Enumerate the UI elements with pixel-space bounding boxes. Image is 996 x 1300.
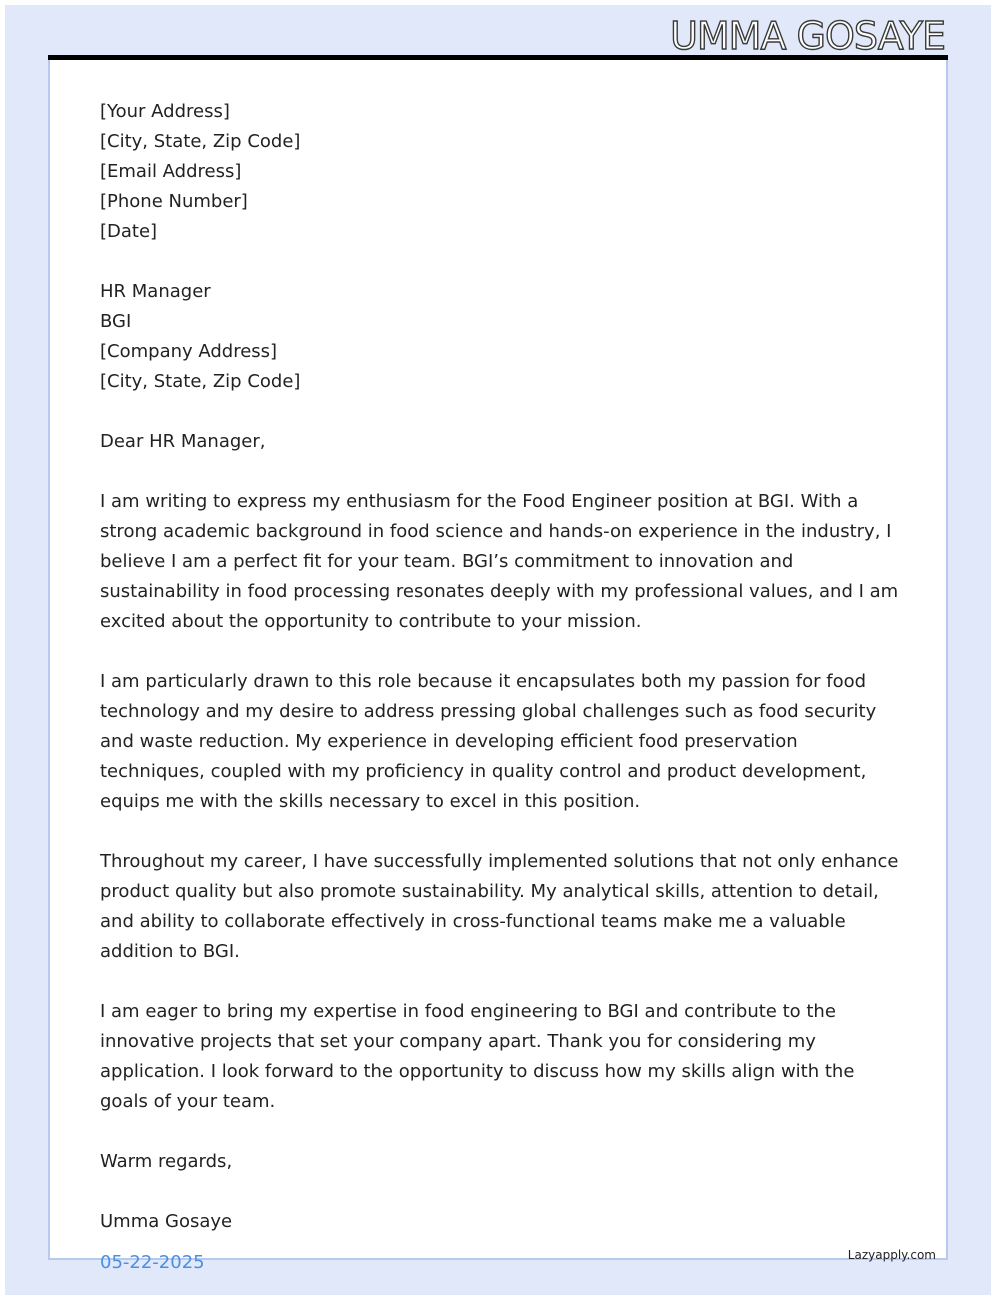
- sender-date: [Date]: [100, 221, 158, 242]
- closing: Warm regards,: [100, 1151, 233, 1172]
- body-paragraph-2: I am particularly drawn to this role because it encapsulates both my passion for food technology and my desire to address pressing global challenges such as food security and waste reduction. My experience in developing efficient food preservation techniques, coupled with my proficiency in quality control and product development, equips me with the skills necessary to excel in this position.: [100, 671, 877, 812]
- recipient-title: HR Manager: [100, 281, 211, 302]
- recipient-block: [100, 277, 900, 397]
- sender-block: [100, 97, 900, 247]
- body-paragraph-1: I am writing to express my enthusiasm for the Food Engineer position at BGI. With a strong academic background in food science and hands-on experience in the industry, I believe I am a perfect fit for your team. BGI’s commitment to innovation and sustainability in food processing resonates deeply with my professional values, and I am excited about the opportunity to contribute to your mission.: [100, 491, 899, 632]
- sender-city-state-zip: [City, State, Zip Code]: [100, 131, 301, 152]
- watermark-text: Lazyapply.com: [847, 1248, 936, 1262]
- sender-address: [Your Address]: [100, 101, 230, 122]
- applicant-name-heading: UMMA GOSAYE: [670, 14, 945, 58]
- signature-name: Umma Gosaye: [100, 1211, 233, 1232]
- recipient-company: BGI: [100, 311, 132, 332]
- recipient-address: [Company Address]: [100, 341, 278, 362]
- sender-email: [Email Address]: [100, 161, 242, 182]
- body-paragraph-4: I am eager to bring my expertise in food engineering to BGI and contribute to the innovative projects that set your company apart. Thank you for considering my application. I look forward to the opportunity to discuss how my skills align with the goals of your team.: [100, 1001, 855, 1112]
- sender-phone: [Phone Number]: [100, 191, 248, 212]
- salutation: Dear HR Manager,: [100, 431, 266, 452]
- letter-content: [100, 97, 900, 1267]
- body-paragraph-3: Throughout my career, I have successfully implemented solutions that not only enhance product quality but also promote sustainability. My analytical skills, attention to detail, and ability to collaborate effectively in cross-functional teams make me a valuable addition to BGI.: [100, 851, 899, 962]
- recipient-city-state-zip: [City, State, Zip Code]: [100, 371, 301, 392]
- footer-date: 05-22-2025: [100, 1252, 205, 1273]
